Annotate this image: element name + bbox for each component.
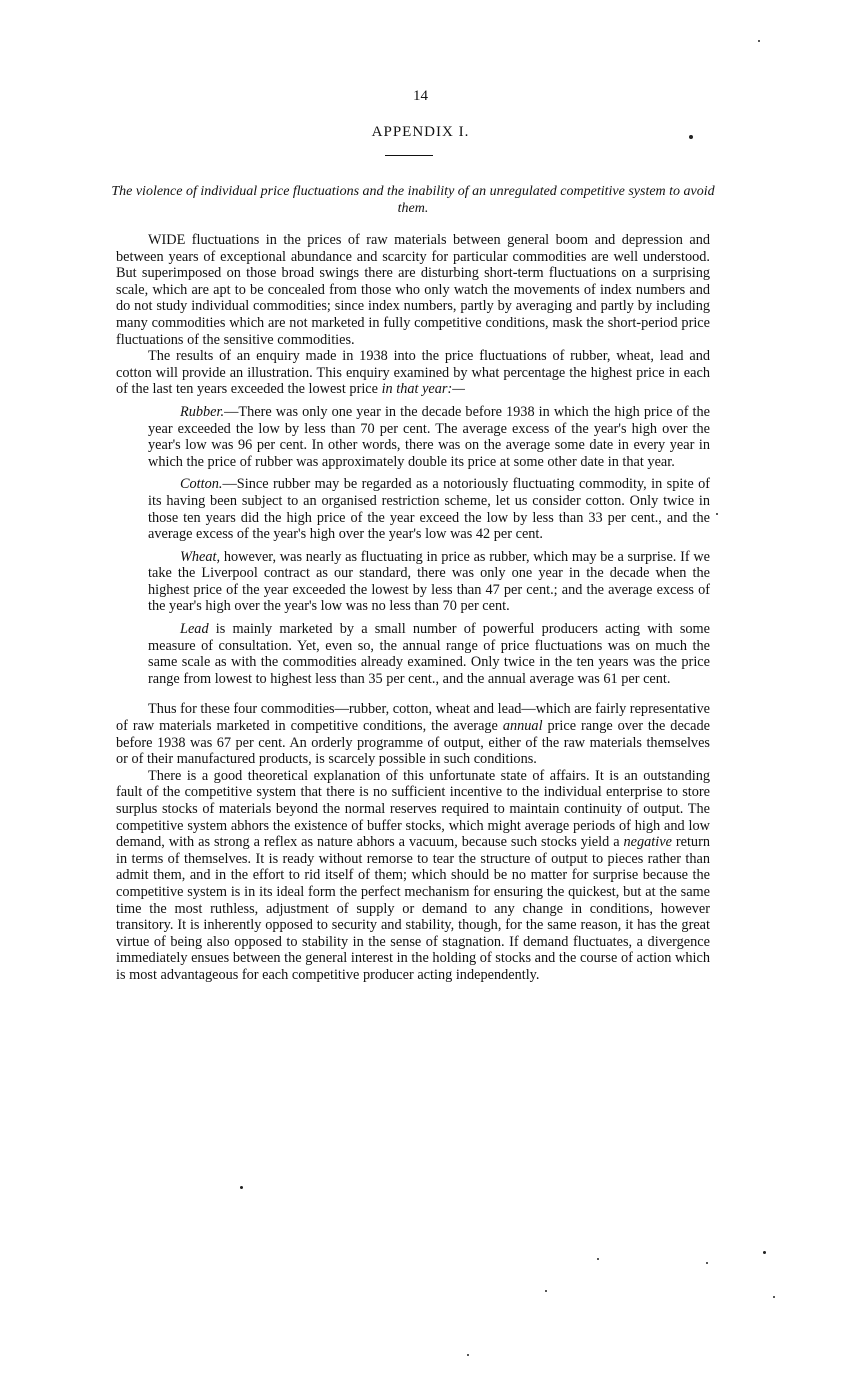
appendix-title: APPENDIX I. — [371, 124, 470, 140]
paragraph-cotton — [148, 476, 710, 542]
explanation-text-a: There is a good theoretical explanation of this unfortunate state of affairs. It is an outstanding fault of the competitive system that there is no sufficient incentive to the individual enterprise to store surplus stocks of materials beyond the normal reserves required to maintain continuity of output. The competitive system abhors the existence of buffer stocks, which might average periods of high and low demand, with as strong a reflex as nature abhors a vacuum, because such stocks yield a — [116, 767, 710, 851]
explanation-text-b: return in terms of themselves. It is ready without remorse to tear the structure of output to pieces rather than admit them, and in the effort to rid itself of them; which should be no matter for surprise because the competitive system is in its ideal form the perfect mechanism for ensuring the quickest, but at the same time the most ruthless, adjustment of supply or demand to any change in conditions, however transitory. It is inherently opposed to security and stability, though, for the same reason, it has the great virtue of being also opposed to stability in the sense of stagnation. If demand fluctuates, a divergence immediately ensues between the general interest in the holding of stocks and the course of action which is most advantageous for each competitive producer acting independently. — [116, 834, 710, 983]
body-text — [116, 232, 710, 984]
scan-speck — [467, 1354, 469, 1356]
scan-speck — [545, 1290, 547, 1292]
rubber-text: —There was only one year in the decade before 1938 in which the high price of the year exceeded the low by less than 70 per cent. The average excess of the year's high over the year's low was 96 per cent. In other words, there was on the average some date in every year in which the price of rubber was approximately double its price at some other date in that year. — [148, 403, 710, 470]
page-number: 14 — [413, 88, 428, 104]
cotton-text: —Since rubber may be regarded as a notoriously fluctuating commodity, in spite of its having been subject to an organised restriction scheme, let us consider cotton. Only twice in those ten years did the high price of the year exceed the low by less than 33 per cent., and the average excess of the year's high over the year's low was 42 per cent. — [148, 476, 710, 543]
paragraph-lead — [148, 621, 710, 687]
enquiry-text: The results of an enquiry made in 1938 into the price fluctuations of rubber, wheat, lead and cotton will provide an illustration. This enquiry examined by what percentage the highest price in each of the last ten years exceeded the lowest price — [116, 348, 710, 398]
summary-text-b: price range over the decade before 1938 was 67 per cent. An orderly programme of output, either of the raw materials themselves or of their manufactured products, is scarcely possible in such conditions. — [116, 718, 710, 768]
wheat-label: Wheat, — [180, 548, 221, 565]
summary-text-a: Thus for these four commodities—rubber, cotton, wheat and lead—which are fairly representative of raw materials marketed in competitive conditions, the average — [116, 701, 710, 735]
scan-speck — [689, 135, 693, 139]
enquiry-italic: in that year:— — [381, 381, 465, 398]
paragraph-enquiry — [116, 348, 710, 398]
rubber-label: Rubber. — [180, 403, 225, 420]
wheat-text: however, was nearly as fluctuating in price as rubber, which may be a surprise. If we take the Liverpool contract as our standard, there was only one year in the decade when the highest price of the year exceeded the lowest by less than 47 per cent.; and the average excess of the year's high over the year's low was no less than 70 per cent. — [148, 548, 710, 615]
cotton-label: Cotton. — [180, 476, 223, 493]
summary-italic: annual — [502, 718, 543, 735]
scan-speck — [758, 40, 760, 42]
explanation-italic: negative — [623, 834, 672, 851]
lead-label: Lead — [180, 621, 209, 638]
scan-speck — [773, 1296, 775, 1298]
scan-speck — [763, 1251, 766, 1254]
scan-speck — [706, 1262, 708, 1264]
paragraph-summary — [116, 701, 710, 767]
paragraph-intro: WIDE fluctuations in the prices of raw materials between general boom and depression and between years of exceptional abundance and scarcity for particular commodities are well understood. But superimposed on those broad swings there are disturbing short-term fluctuations on a surprising scale, which are apt to be concealed from those who only watch the movements of index numbers and do not study individual commodities; since index numbers, partly by averaging and partly by including many commodities which are not marketed in fully competitive conditions, mask the short-period price fluctuations of the sensitive commodities. — [116, 232, 710, 348]
section-subtitle: The violence of individual price fluctuations and the inability of an unregulated competitive system to avoid them. — [111, 184, 715, 216]
scan-speck — [240, 1186, 243, 1189]
paragraph-rubber — [148, 404, 710, 470]
lead-text: is mainly marketed by a small number of powerful producers acting with some measure of consultation. Yet, even so, the annual range of price fluctuations was on much the same scale as with the commodities already examined. Only twice in the ten years was the price range from lowest to highest less than 35 per cent., and the annual average was 61 per cent. — [148, 621, 710, 687]
paragraph-wheat — [148, 549, 710, 615]
paragraph-explanation — [116, 768, 710, 984]
scan-speck — [597, 1258, 599, 1260]
title-rule — [385, 155, 433, 156]
scan-speck — [716, 513, 718, 515]
